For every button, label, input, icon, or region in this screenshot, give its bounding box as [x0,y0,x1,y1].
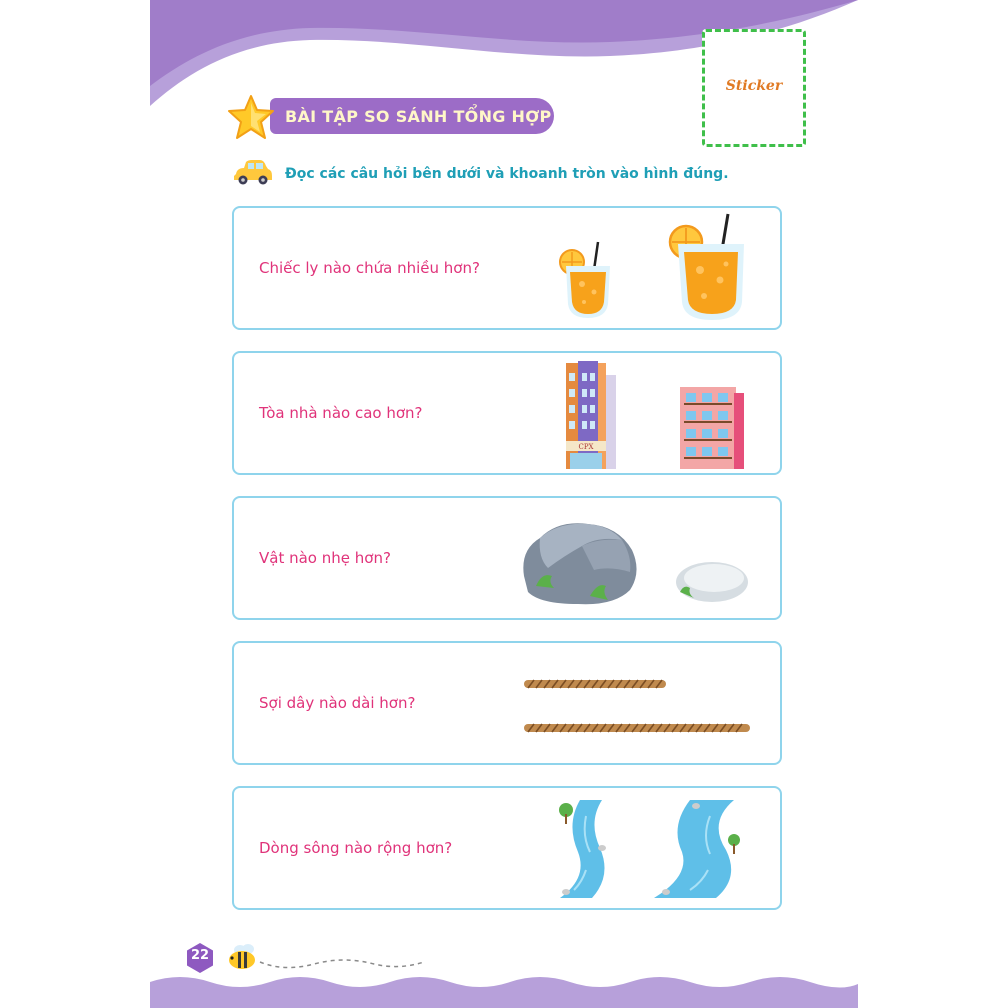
building-sign: CPX [578,443,594,451]
question-text-4: Sợi dây nào dài hơn? [259,694,416,712]
question-text-5: Dòng sông nào rộng hơn? [259,839,453,857]
page-title: BÀI TẬP SO SÁNH TỔNG HỢP [285,107,552,126]
short-building-image[interactable] [678,383,748,471]
question-card-3 [232,496,782,620]
bottom-wave-decoration [150,968,858,1008]
workbook-page [150,0,858,1008]
large-juice-glass-image[interactable] [666,210,752,322]
big-rock-image[interactable] [518,516,642,608]
sticker-label: Sticker [725,78,783,94]
question-text-3: Vật nào nhẹ hơn? [259,549,391,567]
wide-river-image[interactable] [650,796,742,900]
tall-building-image[interactable] [560,359,618,471]
question-card-2 [232,351,782,475]
sticker-placeholder [702,29,806,147]
short-rope-image[interactable] [522,677,668,691]
question-text-1: Chiếc ly nào chứa nhiều hơn? [259,259,480,277]
question-text-2: Tòa nhà nào cao hơn? [259,404,423,422]
car-icon [232,158,274,186]
question-card-1 [232,206,782,330]
star-icon [226,94,276,140]
instruction-text: Đọc các câu hỏi bên dưới và khoanh tròn vào hình đúng. [285,166,729,182]
long-rope-image[interactable] [522,721,752,735]
question-card-5 [232,786,782,910]
page-number: 22 [190,948,210,963]
question-card-4 [232,641,782,765]
small-pebble-image[interactable] [674,558,750,604]
narrow-river-image[interactable] [552,796,622,900]
small-juice-glass-image[interactable] [554,222,618,318]
